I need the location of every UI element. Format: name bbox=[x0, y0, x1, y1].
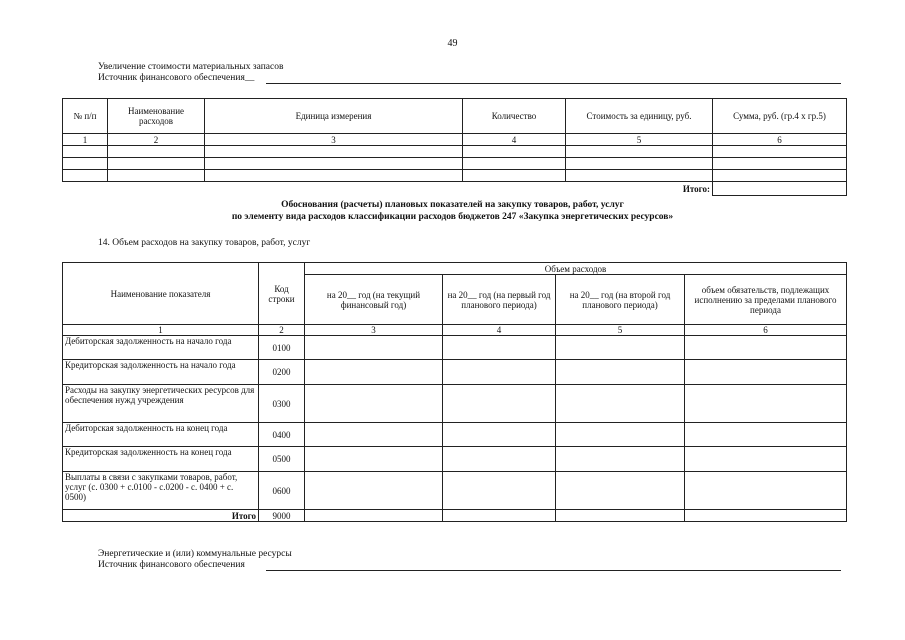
cell-input[interactable] bbox=[108, 146, 205, 158]
row-name: Выплаты в связи с закупками товаров, работ, услуг (с. 0300 + с.0100 - с.0200 - с. 0400 + с. 0500) bbox=[63, 472, 259, 510]
cell-input[interactable] bbox=[443, 510, 556, 522]
section1-title: Увеличение стоимости материальных запасов bbox=[98, 62, 284, 72]
cell-input[interactable] bbox=[685, 472, 847, 510]
col-number-2: 2 bbox=[108, 134, 205, 146]
cell-input[interactable] bbox=[443, 423, 556, 447]
cell-input[interactable] bbox=[443, 447, 556, 472]
cell-input[interactable] bbox=[556, 423, 685, 447]
section1-source-text: Источник финансового обеспечения bbox=[98, 73, 245, 83]
cell-input[interactable] bbox=[556, 385, 685, 423]
col-header-expense-name: Наименование расходов bbox=[108, 99, 205, 134]
cell-input[interactable] bbox=[63, 170, 108, 182]
section1-total-value[interactable] bbox=[713, 182, 847, 196]
cell-input[interactable] bbox=[556, 447, 685, 472]
row-name: Расходы на закупку энергетических ресурсов для обеспечения нужд учреждения bbox=[63, 385, 259, 423]
section1-source-underscores: __ bbox=[244, 73, 255, 83]
section1-total-label: Итого: bbox=[682, 183, 710, 194]
cell-input[interactable] bbox=[685, 510, 847, 522]
cell-input[interactable] bbox=[305, 385, 443, 423]
col-number-3: 3 bbox=[305, 325, 443, 336]
expense-volume-table bbox=[62, 262, 847, 522]
cell-input[interactable] bbox=[713, 170, 847, 182]
row-code: 0600 bbox=[259, 472, 305, 510]
section1-source-underline bbox=[266, 83, 841, 84]
cell-input[interactable] bbox=[685, 360, 847, 385]
table-row bbox=[63, 336, 847, 360]
cell-input[interactable] bbox=[566, 170, 713, 182]
table-row bbox=[63, 360, 847, 385]
section3-title: Энергетические и (или) коммунальные ресурсы bbox=[98, 549, 292, 559]
table-row bbox=[63, 447, 847, 472]
section1-source-label bbox=[98, 73, 254, 83]
cell-input[interactable] bbox=[305, 360, 443, 385]
cell-input[interactable] bbox=[108, 170, 205, 182]
row-code: 0300 bbox=[259, 385, 305, 423]
col-number-1: 1 bbox=[63, 325, 259, 336]
col-number-3: 3 bbox=[205, 134, 463, 146]
table-row bbox=[63, 385, 847, 423]
justification-heading-line1: Обоснования (расчеты) плановых показателей на закупку товаров, работ, услуг bbox=[281, 200, 624, 210]
table-row bbox=[63, 423, 847, 447]
cell-input[interactable] bbox=[108, 158, 205, 170]
cell-input[interactable] bbox=[305, 423, 443, 447]
cell-input[interactable] bbox=[443, 472, 556, 510]
cell-input[interactable] bbox=[556, 510, 685, 522]
table-row bbox=[63, 472, 847, 510]
col-header-sum: Сумма, руб. (гр.4 х гр.5) bbox=[713, 99, 847, 134]
cell-input[interactable] bbox=[685, 447, 847, 472]
cell-input[interactable] bbox=[63, 146, 108, 158]
cell-input[interactable] bbox=[685, 423, 847, 447]
cell-input[interactable] bbox=[63, 158, 108, 170]
header-expense-volume: Объем расходов bbox=[305, 263, 847, 275]
col-number-4: 4 bbox=[443, 325, 556, 336]
row-code: 0400 bbox=[259, 423, 305, 447]
row-code: 0500 bbox=[259, 447, 305, 472]
cell-input[interactable] bbox=[463, 170, 566, 182]
header-indicator-name: Наименование показателя bbox=[63, 263, 259, 325]
cell-input[interactable] bbox=[556, 360, 685, 385]
subheader-beyond-plan-period: объем обязательств, подлежащих исполнению за пределами планового периода bbox=[685, 275, 847, 325]
cell-input[interactable] bbox=[305, 447, 443, 472]
row-code: 0200 bbox=[259, 360, 305, 385]
cell-input[interactable] bbox=[713, 158, 847, 170]
col-number-6: 6 bbox=[685, 325, 847, 336]
cell-input[interactable] bbox=[566, 146, 713, 158]
cell-input[interactable] bbox=[305, 510, 443, 522]
cell-input[interactable] bbox=[566, 158, 713, 170]
section2-item-title: 14. Объем расходов на закупку товаров, работ, услуг bbox=[98, 238, 311, 248]
section2-total-label: Итого bbox=[63, 510, 259, 522]
cell-input[interactable] bbox=[685, 385, 847, 423]
table-row bbox=[63, 146, 847, 158]
cell-input[interactable] bbox=[205, 170, 463, 182]
cell-input[interactable] bbox=[205, 146, 463, 158]
subheader-second-plan-year: на 20__ год (на второй год планового периода) bbox=[556, 275, 685, 325]
col-number-6: 6 bbox=[713, 134, 847, 146]
cell-input[interactable] bbox=[305, 336, 443, 360]
col-number-2: 2 bbox=[259, 325, 305, 336]
justification-heading-line2: по элементу вида расходов классификации расходов бюджетов 247 «Закупка энергетических ресурсов» bbox=[231, 212, 674, 222]
cell-input[interactable] bbox=[443, 336, 556, 360]
col-number-1: 1 bbox=[63, 134, 108, 146]
col-header-quantity: Количество bbox=[463, 99, 566, 134]
cell-input[interactable] bbox=[463, 146, 566, 158]
row-name: Кредиторская задолженность на конец года bbox=[63, 447, 259, 472]
section3-source-underline bbox=[266, 570, 841, 571]
col-header-unit-cost: Стоимость за единицу, руб. bbox=[566, 99, 713, 134]
cell-input[interactable] bbox=[685, 336, 847, 360]
header-row-code: Код строки bbox=[259, 263, 305, 325]
section2-total-code: 9000 bbox=[259, 510, 305, 522]
table-row bbox=[63, 170, 847, 182]
subheader-first-plan-year: на 20__ год (на первый год планового периода) bbox=[443, 275, 556, 325]
col-number-5: 5 bbox=[556, 325, 685, 336]
row-name: Дебиторская задолженность на начало года bbox=[63, 336, 259, 360]
subheader-current-year: на 20__ год (на текущий финансовый год) bbox=[305, 275, 443, 325]
table-row bbox=[63, 158, 847, 170]
cell-input[interactable] bbox=[443, 360, 556, 385]
col-header-unit: Единица измерения bbox=[205, 99, 463, 134]
col-header-number: № п/п bbox=[63, 99, 108, 134]
row-name: Кредиторская задолженность на начало года bbox=[63, 360, 259, 385]
row-name: Дебиторская задолженность на конец года bbox=[63, 423, 259, 447]
cell-input[interactable] bbox=[463, 158, 566, 170]
col-number-5: 5 bbox=[566, 134, 713, 146]
page-number: 49 bbox=[447, 38, 458, 49]
cell-input[interactable] bbox=[305, 472, 443, 510]
cell-input[interactable] bbox=[556, 472, 685, 510]
col-number-4: 4 bbox=[463, 134, 566, 146]
cell-input[interactable] bbox=[205, 158, 463, 170]
cell-input[interactable] bbox=[556, 336, 685, 360]
section3-source-label: Источник финансового обеспечения bbox=[98, 560, 245, 570]
cell-input[interactable] bbox=[713, 146, 847, 158]
expense-items-table bbox=[62, 98, 847, 196]
row-code: 0100 bbox=[259, 336, 305, 360]
cell-input[interactable] bbox=[443, 385, 556, 423]
